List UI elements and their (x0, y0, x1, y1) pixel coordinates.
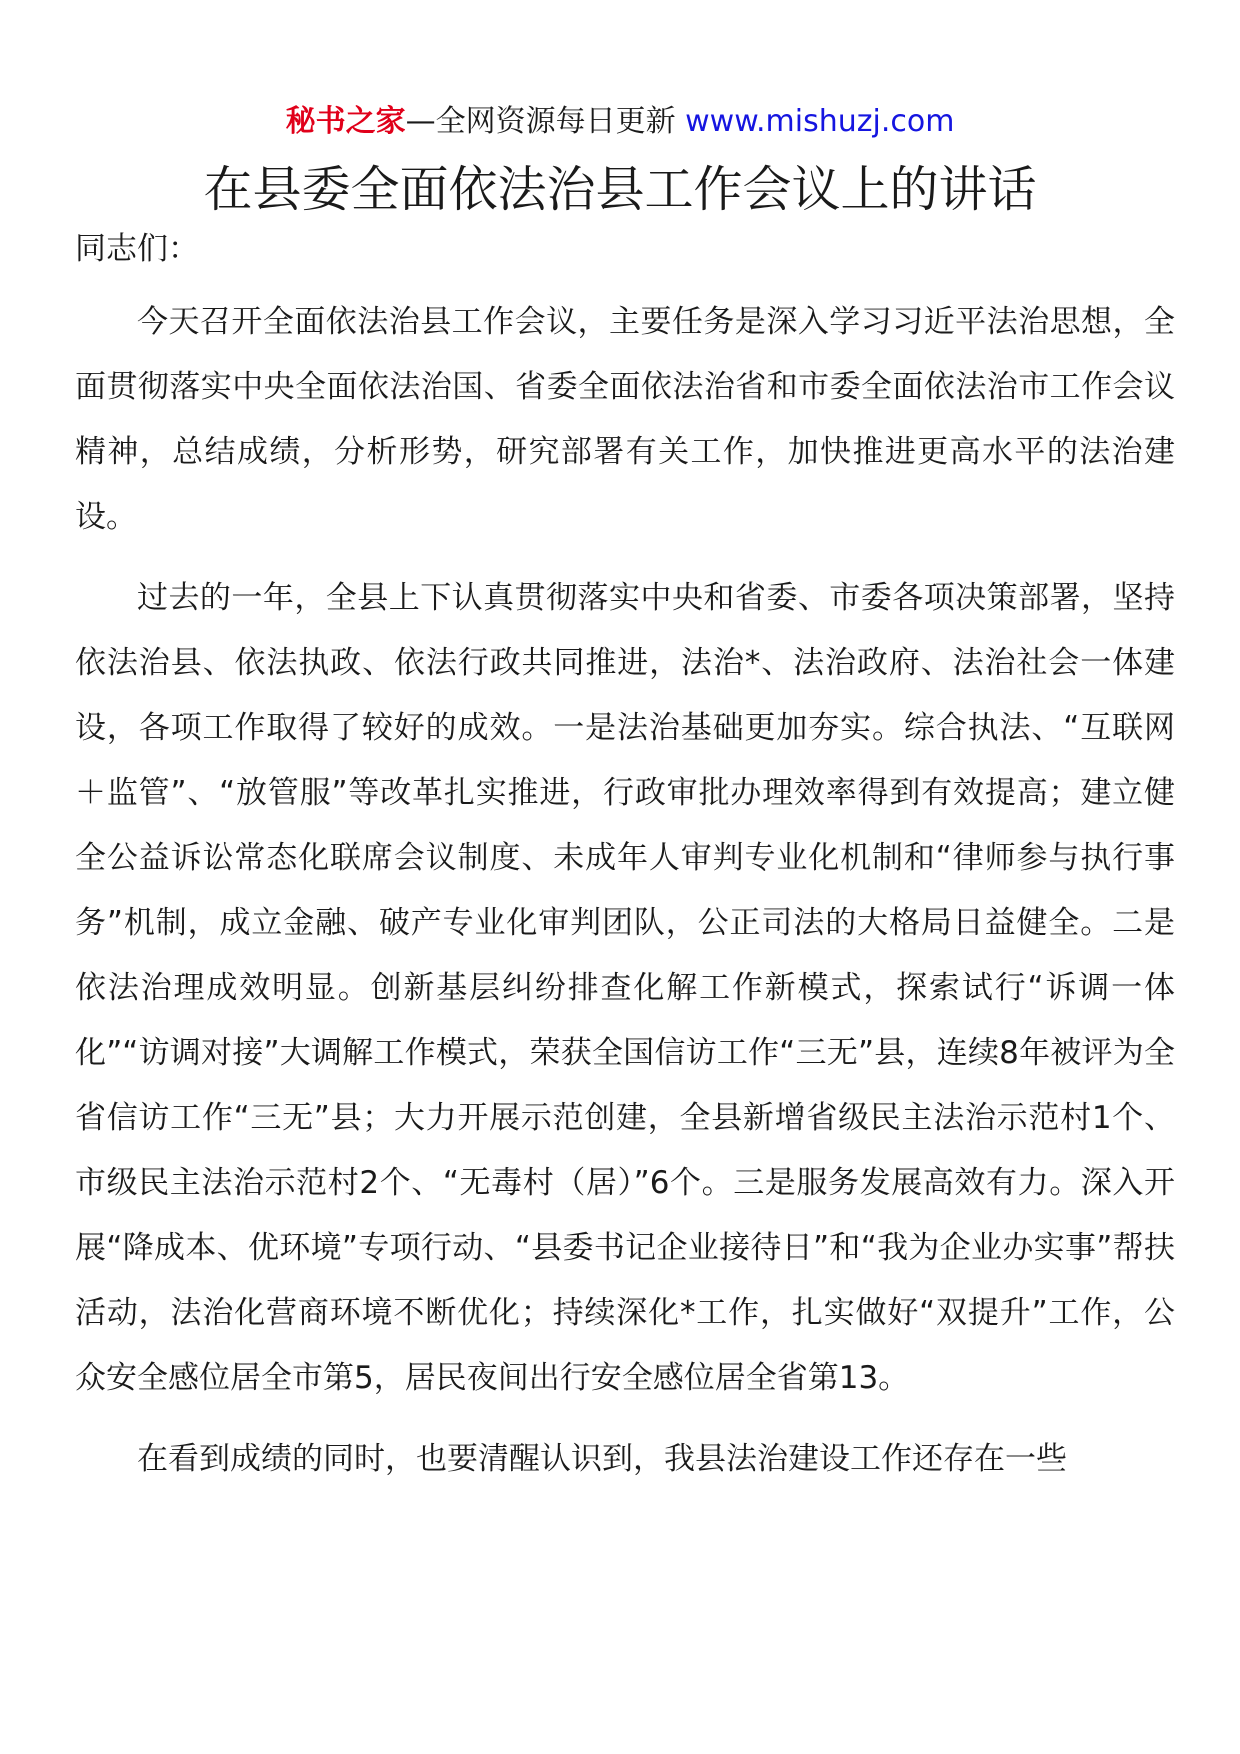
paragraph-2: 过去的一年，全县上下认真贯彻落实中央和省委、市委各项决策部署，坚持依法治县、依法执政、依法行政共同推进，法治*、法治政府、法治社会一体建设，各项工作取得了较好的成效。一是法治基础更加夯实。综合执法、“互联网＋监管”、“放管服”等改革扎实推进，行政审批办理效率得到有效提高；建立健全公益诉讼常态化联席会议制度、未成年人审判专业化机制和“律师参与执行事务”机制，成立金融、破产专业化审判团队，公正司法的大格局日益健全。二是依法治理成效明显。创新基层纠纷排查化解工作新模式，探索试行“诉调一体化”“访调对接”大调解工作模式，荣获全国信访工作“三无”县，连续8年被评为全省信访工作“三无”县；大力开展示范创建，全县新增省级民主法治示范村1个、市级民主法治示范村2个、“无毒村（居）”6个。三是服务发展高效有力。深入开展“降成本、优环境”专项行动、“县委书记企业接待日”和“我为企业办实事”帮扶活动，法治化营商环境不断优化；持续深化*工作，扎实做好“双提升”工作，公众安全感位居全市第5，居民夜间出行安全感位居全省第13。 (75, 580, 1175, 1396)
paragraph-3: 在看到成绩的同时，也要清醒认识到，我县法治建设工作还存在一些 (137, 1441, 1067, 1477)
document-body (75, 290, 1175, 1508)
site-brand: 秘书之家 (285, 104, 406, 139)
paragraph-1: 今天召开全面依法治县工作会议，主要任务是深入学习习近平法治思想，全面贯彻落实中央全面依法治国、省委全面依法治省和市委全面依法治市工作会议精神，总结成绩，分析形势，研究部署有关工作，加快推进更高水平的法治建设。 (75, 304, 1175, 535)
salutation: 同志们： (75, 231, 199, 267)
site-header (0, 102, 1240, 142)
document-title: 在县委全面依法治县工作会议上的讲话 (203, 161, 1037, 218)
site-tagline: —全网资源每日更新 (405, 104, 676, 139)
site-url-link[interactable]: www.mishuzj.com (685, 104, 955, 139)
